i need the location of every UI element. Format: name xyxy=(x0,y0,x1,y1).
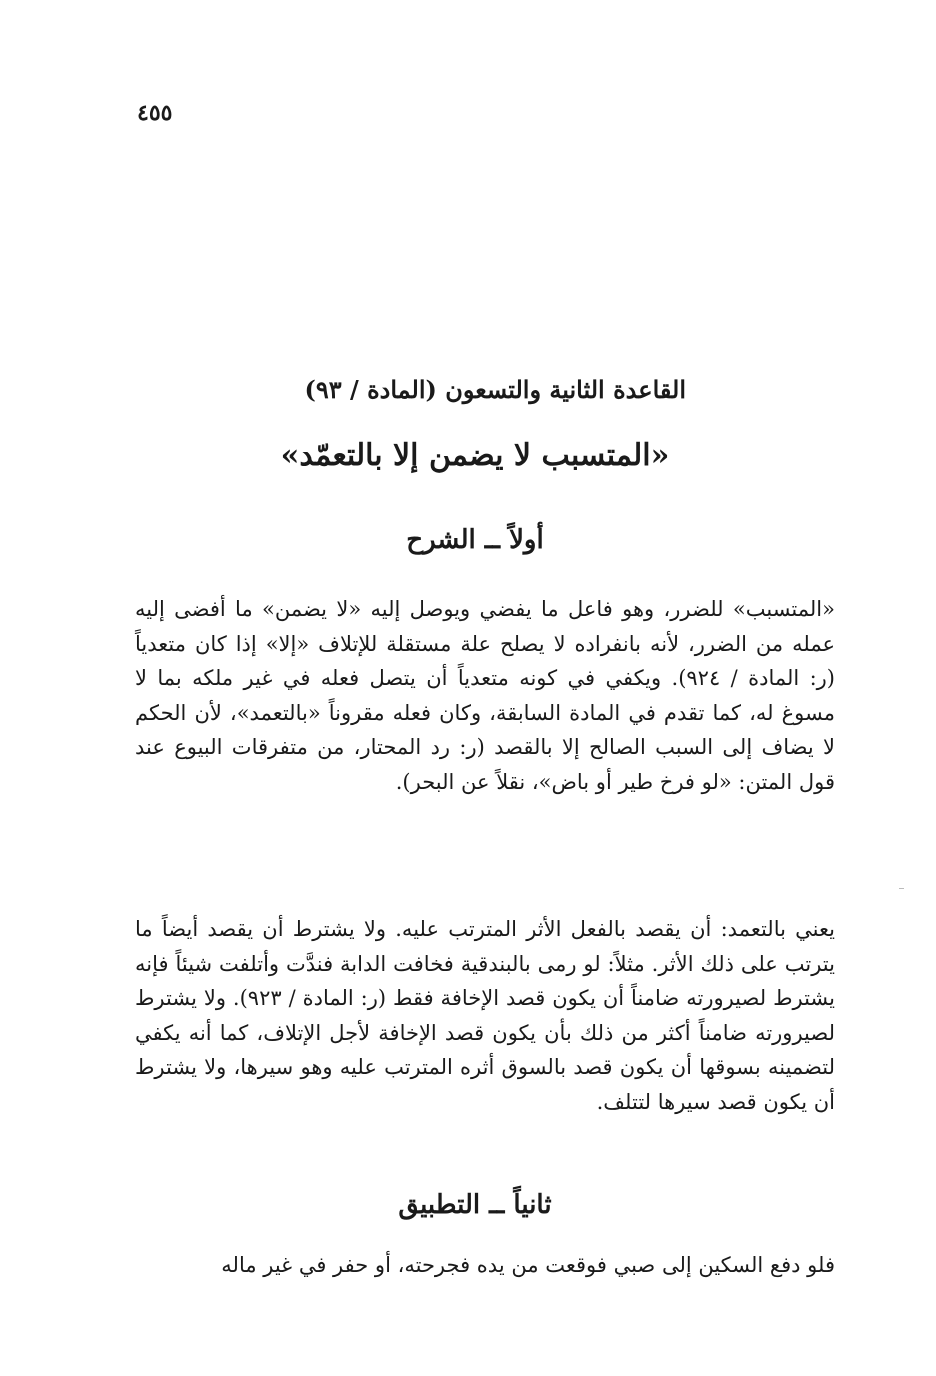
section-heading-application: ثانياً ــ التطبيق xyxy=(398,1190,552,1220)
section-heading-explanation: أولاً ــ الشرح xyxy=(406,525,544,555)
page-number: ٤٥٥ xyxy=(137,100,173,126)
application-paragraph-1: فلو دفع السكين إلى صبي فوقعت من يده فجرحته، أو حفر في غير ماله xyxy=(221,1253,835,1277)
explanation-paragraph-1: «المتسبب» للضرر، وهو فاعل ما يفضي ويوصل إليه «لا يضمن» ما أفضى إليه عمله من الضرر، لأنه بانفراده لا يصلح علة مستقلة للإتلاف «إلا» إذا كان متعدياً (ر: المادة / ٩٢٤). ويكفي في كونه متعدياً أن يتصل فعله في غير ملكه بما لا مسوغ له، كما تقدم في المادة السابقة، وكان فعله مقروناً «بالتعمد»، لأن الحكم لا يضاف إلى السبب الصالح إلا بالقصد (ر: رد المحتار، من متفرقات البيوع عند قول المتن: «لو فرخ طير أو باض»، نقلاً عن البحر). xyxy=(135,597,835,794)
rule-statement: «المتسبب لا يضمن إلا بالتعمّد» xyxy=(280,438,670,473)
rule-title: القاعدة الثانية والتسعون (المادة / ٩٣) xyxy=(304,375,686,404)
explanation-paragraph-2: يعني بالتعمد: أن يقصد بالفعل الأثر المترتب عليه. ولا يشترط أن يقصد أيضاً ما يترتب على ذلك الأثر. مثلاً: لو رمى بالبندقية فخافت الدابة فندَّت وأتلفت شيئاً فإنه يشترط لصيرورته ضامناً أن يكون قصد الإخافة فقط (ر: المادة / ٩٢٣). ولا يشترط لصيرورته ضامناً أكثر من ذلك بأن يكون قصد الإخافة لأجل الإتلاف، كما أنه يكفي لتضمينه بسوقها أن يكون قصد بالسوق أثره المترتب عليه وهو سيرها، ولا يشترط أن يكون قصد سيرها لتتلف. xyxy=(135,917,835,1114)
scan-edge-mark xyxy=(899,888,904,889)
